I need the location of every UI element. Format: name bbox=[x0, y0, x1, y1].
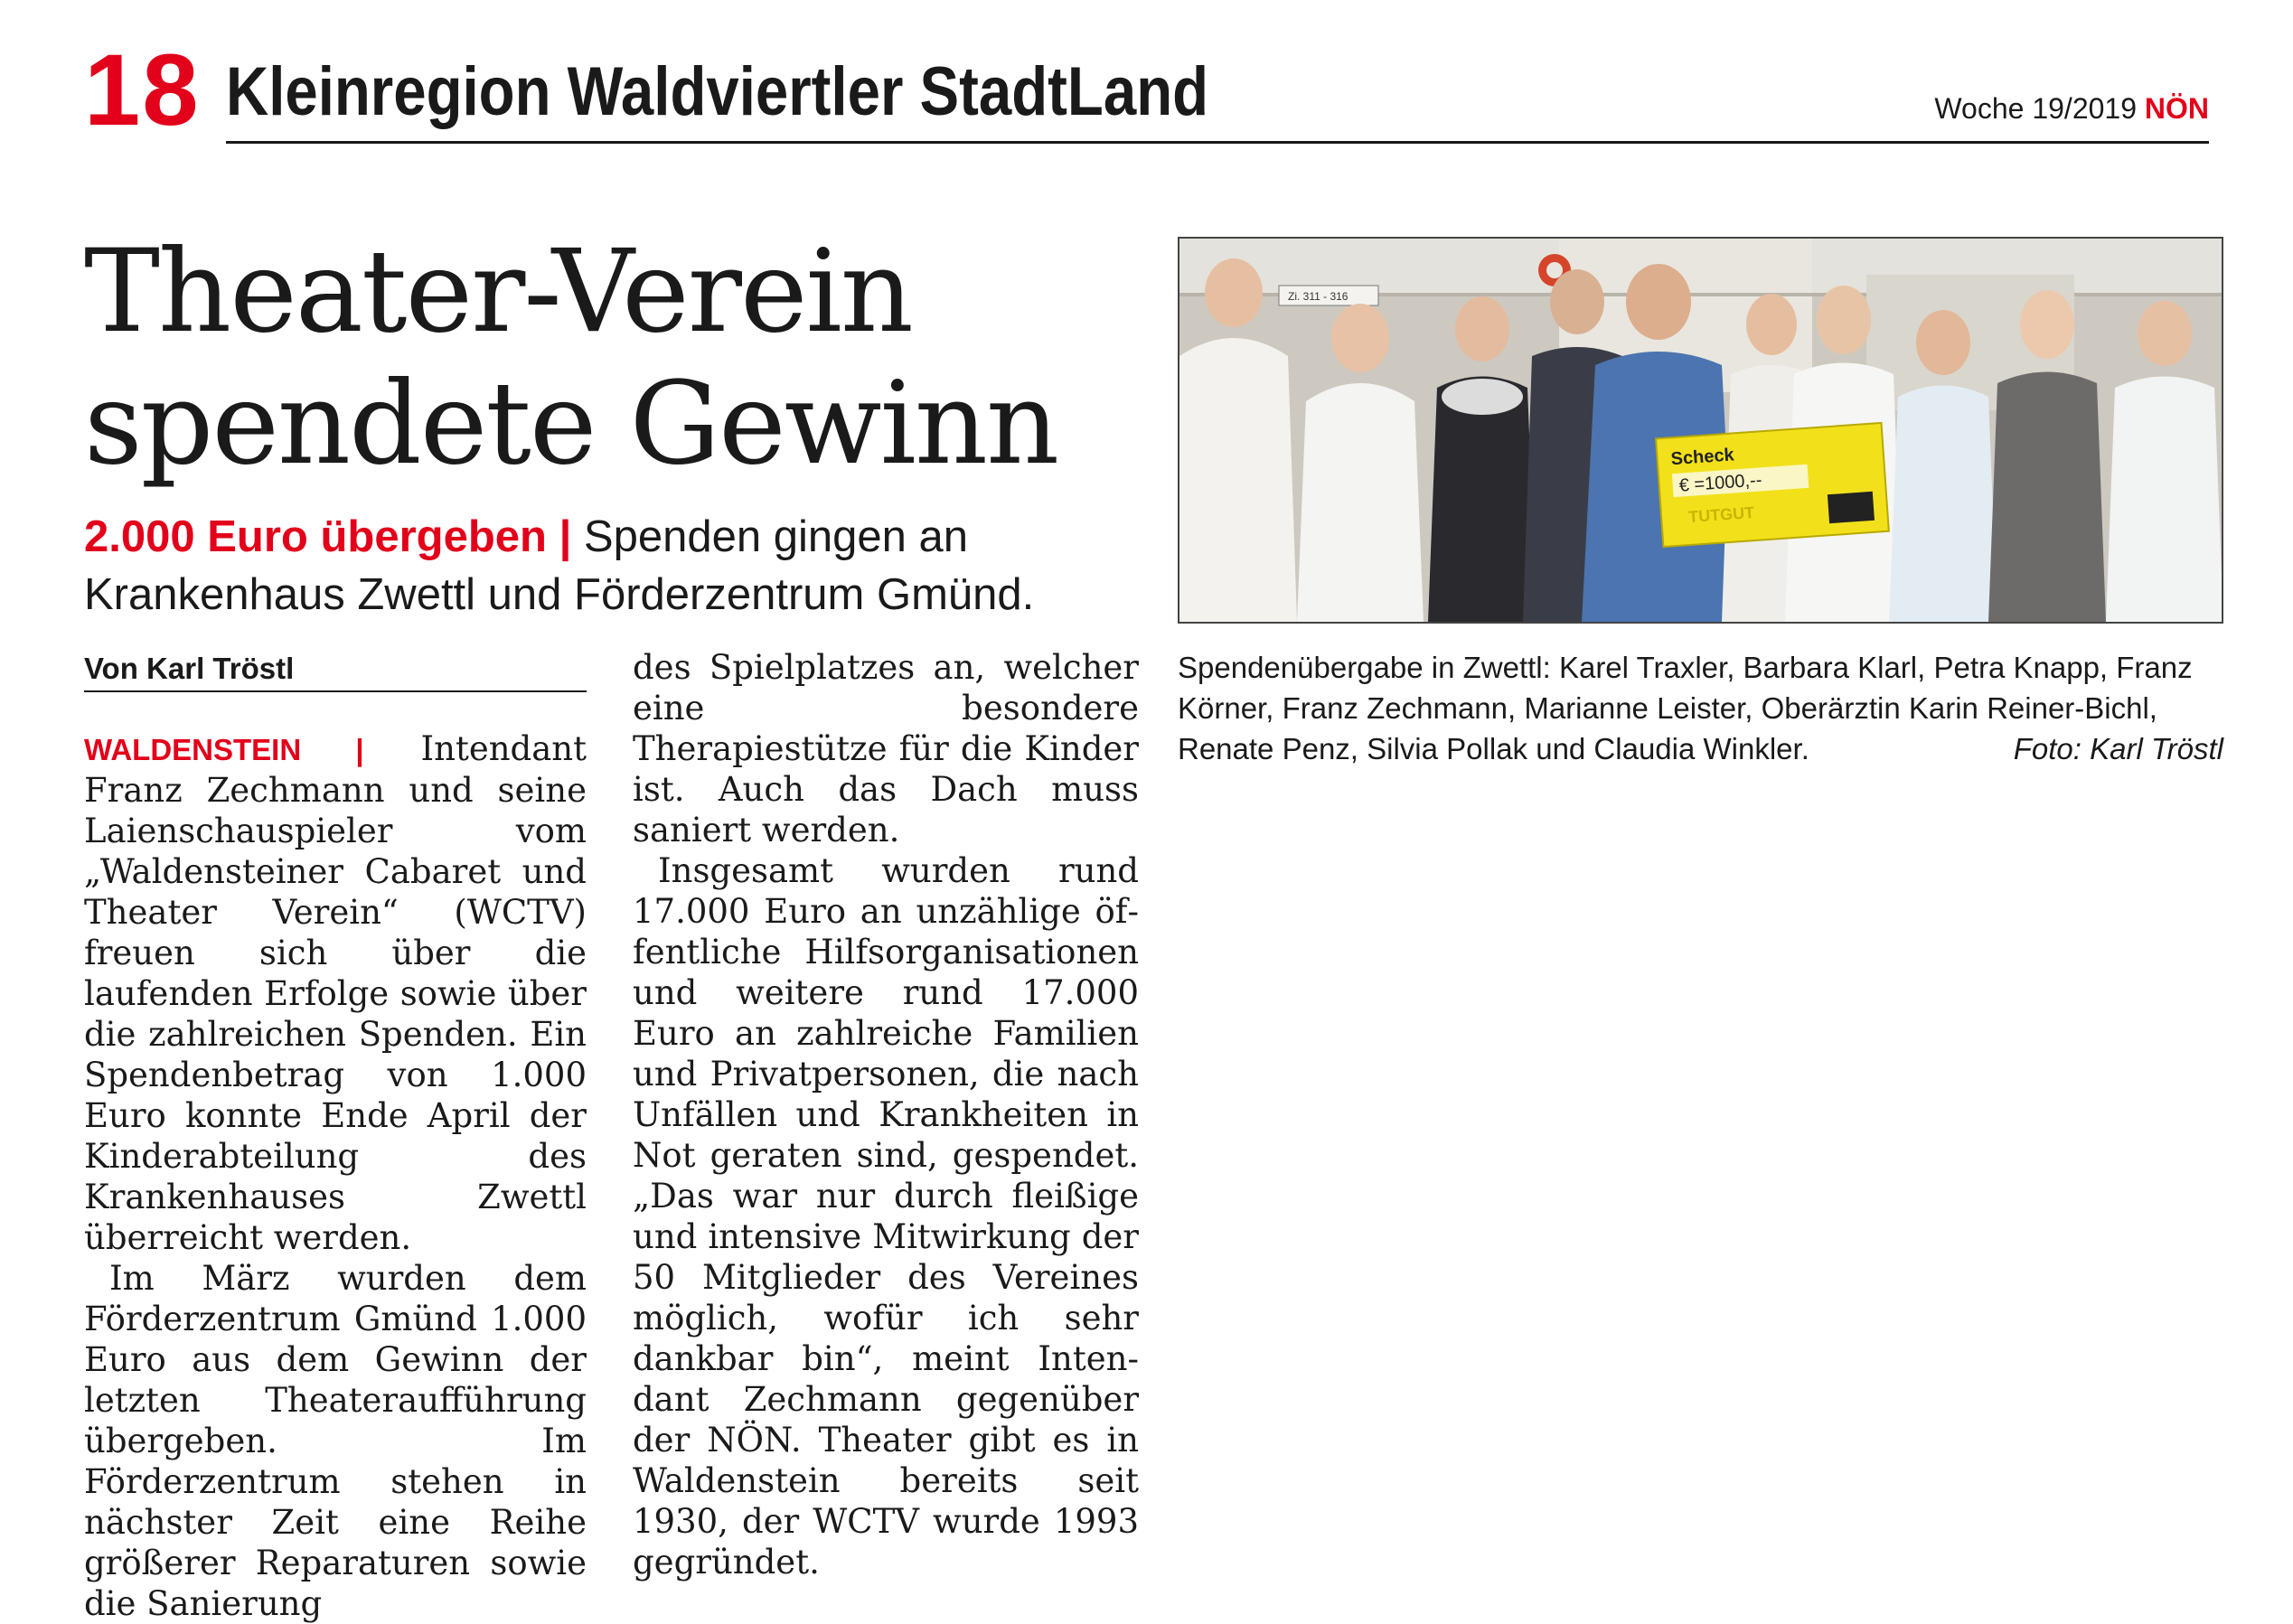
dateline: WALDENSTEIN | bbox=[84, 733, 364, 766]
kicker: 2.000 Euro übergeben bbox=[84, 512, 547, 561]
section-title: Kleinregion Waldviertler StadtLand bbox=[226, 53, 1209, 130]
photo-caption bbox=[1178, 647, 2223, 769]
paragraph-1-text: Intendant Franz Zechmann und seine Laienschauspieler vom „Waldensteiner Cabaret und Theater Verein“ (WCTV) freuen sich über die laufenden Erfolge sowie über die zahlreichen Spenden. Ein Spendenbetrag von 1.000 Euro konnte Ende April der Kinderabteilung des Krankenhauses Zwettl überreicht werden. bbox=[84, 729, 587, 1257]
brand-logo: NÖN bbox=[2144, 92, 2209, 125]
page-number: 18 bbox=[84, 33, 201, 146]
issue-week: Woche 19/2019 bbox=[1934, 92, 2137, 125]
photo-illustration bbox=[1179, 239, 2222, 622]
subheadline bbox=[84, 508, 1151, 624]
photo-credit: Foto: Karl Tröstl bbox=[2013, 732, 2223, 765]
byline: Von Karl Tröstl bbox=[84, 649, 587, 692]
headline-line-2: spendete Gewinn bbox=[84, 357, 1058, 490]
cheque-amount: € =1000,-- bbox=[1678, 470, 1763, 496]
header-divider bbox=[226, 141, 2209, 144]
paragraph-3: Insgesamt wurden rund 17.000 Euro an unzählige öffentliche Hilfsorganisationen und weitere rund 17.000 Euro an zahlreiche Familien und Privatpersonen, die nach Unfällen und Krankheiten in Not geraten sind, gespendet. „Das war nur durch fleißige und intensive Mitwirkung der 50 Mitglieder des Vereines möglich, wofür ich sehr dankbar bin“, meint Intendant Zechmann gegenüber der NÖN. Theater gibt es in Waldenstein bereits seit 1930, der WCTV wurde 1993 gegründet. bbox=[633, 851, 1139, 1582]
cheque-slogan: TUTGUT bbox=[1687, 503, 1755, 527]
paragraph-2-end: des Spielplatzes an, welcher eine besondere Therapiestütze für die Kinder ist. Auch das Dach muss saniert werden. bbox=[633, 648, 1139, 850]
issue-info bbox=[1934, 89, 2209, 128]
article-column-1 bbox=[84, 728, 587, 1624]
cheque-title: Scheck bbox=[1669, 445, 1735, 470]
caption-text: Spendenübergabe in Zwettl: Karel Traxler, Barbara Klarl, Petra Knapp, Franz Körner, Franz Zechmann, Marianne Leister, Oberärztin Karin Reiner-Bichl, Renate Penz, Silvia Pollak und Claudia Winkler. bbox=[1178, 651, 2193, 765]
headline bbox=[84, 226, 1142, 490]
article-column-2 bbox=[633, 647, 1139, 1582]
door-sign-text: Zi. 311 - 316 bbox=[1288, 290, 1349, 303]
subhead-line-1: Spenden gingen an bbox=[583, 512, 968, 561]
paragraph-1 bbox=[84, 728, 587, 1258]
subhead-line-2: Krankenhaus Zwettl und Förderzentrum Gmünd. bbox=[84, 570, 1035, 619]
headline-line-1: Theater-Verein bbox=[84, 225, 912, 358]
paragraph-2-start: Im März wurden dem Förderzentrum Gmünd 1.000 Euro aus dem Gewinn der letzten Theateraufführung übergeben. Im Förderzentrum stehen in nächster Zeit eine Reihe größerer Reparaturen sowie die Sanierung bbox=[84, 1259, 587, 1623]
donation-cheque bbox=[1656, 423, 1889, 547]
kicker-separator: | bbox=[559, 512, 572, 561]
article-photo bbox=[1178, 237, 2223, 624]
